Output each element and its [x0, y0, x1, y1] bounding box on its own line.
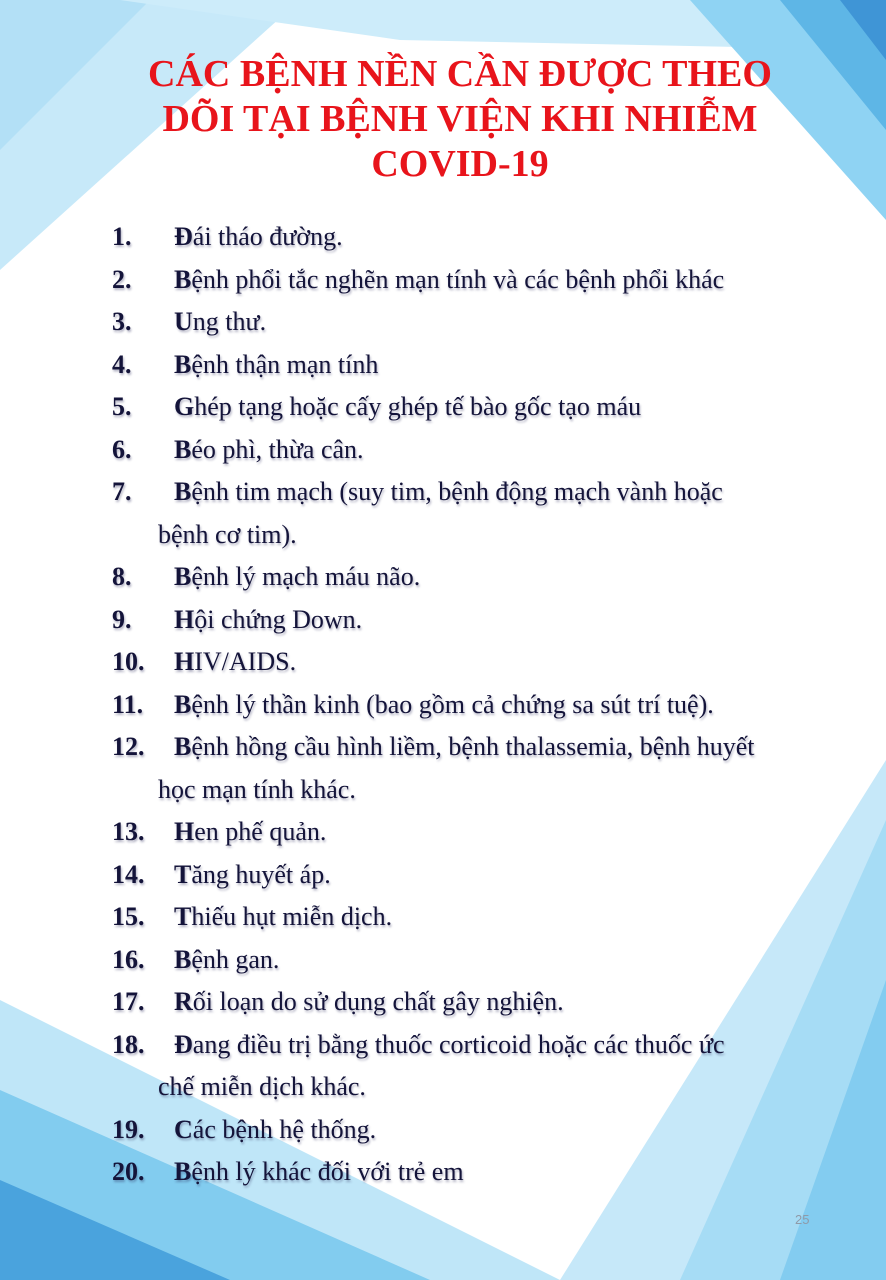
list-item-text: ệnh gan.: [191, 944, 280, 974]
list-item-number: 6.: [112, 434, 132, 464]
list-item-number: 10.: [112, 647, 145, 676]
list-item-line: [112, 860, 331, 889]
list-item-initial: T: [174, 902, 192, 931]
list-item: [112, 811, 852, 854]
list-item: [112, 301, 852, 344]
list-item: [112, 1109, 852, 1152]
list-item-number: 11.: [112, 689, 144, 719]
list-item-line: [112, 435, 364, 464]
list-item-number: 1.: [112, 222, 132, 251]
conditions-list: [112, 216, 852, 1194]
list-item-number: 14.: [112, 859, 145, 889]
list-item-text: IV/AIDS.: [194, 647, 297, 676]
list-item-initial: R: [174, 987, 193, 1016]
list-item-initial: Đ: [174, 1029, 193, 1059]
list-item-continuation: học mạn tính khác.: [158, 774, 356, 804]
list-item-number: 3.: [112, 307, 132, 336]
list-item-line: [112, 732, 755, 761]
list-item-text: ệnh phổi tắc nghẽn mạn tính và các bệnh phổi khác: [191, 264, 725, 294]
list-item-line: [112, 350, 378, 379]
list-item-initial: G: [174, 392, 195, 421]
list-item: [112, 386, 852, 429]
list-item-number: 16.: [112, 944, 145, 974]
list-item-initial: B: [174, 944, 192, 974]
list-item: [112, 1024, 852, 1109]
list-item-text: éo phì, thừa cân.: [191, 434, 364, 464]
list-item-number: 19.: [112, 1114, 145, 1144]
list-item-text: ái tháo đường.: [192, 222, 343, 251]
title-line-3: COVID-19: [371, 143, 549, 185]
list-item-number: 12.: [112, 732, 145, 761]
list-item-line: [112, 307, 266, 336]
list-item-text: hiếu hụt miễn dịch.: [191, 902, 393, 931]
list-item-line: [112, 392, 641, 421]
list-item-line: [112, 902, 392, 931]
list-item-line: [112, 690, 714, 719]
list-item-text: ối loạn do sử dụng chất gây nghiện.: [192, 987, 564, 1016]
list-item-number: 8.: [112, 562, 132, 591]
list-item: [112, 684, 852, 727]
list-item-number: 15.: [112, 902, 145, 931]
list-item-text: ệnh lý khác đối với trẻ em: [191, 1157, 464, 1186]
list-item-line: [112, 945, 279, 974]
list-item-line: [112, 477, 723, 506]
list-item: [112, 556, 852, 599]
list-item: [112, 896, 852, 939]
list-item-initial: B: [174, 264, 192, 294]
list-item: [112, 981, 852, 1024]
list-item-initial: Đ: [174, 222, 193, 251]
list-item-continuation: bệnh cơ tim).: [158, 519, 297, 549]
list-item-initial: B: [174, 732, 192, 761]
list-item-number: 5.: [112, 392, 132, 421]
list-item: [112, 216, 852, 259]
list-item-initial: H: [174, 647, 195, 676]
list-item-number: 7.: [112, 477, 132, 506]
list-item-line: [112, 265, 724, 294]
list-item-text: ệnh thận mạn tính: [191, 349, 379, 379]
list-item-text: ội chứng Down.: [194, 604, 363, 634]
list-item-text: ệnh lý thần kinh (bao gồm cả chứng sa sút trí tuệ).: [191, 689, 714, 719]
list-item-text: en phế quản.: [194, 817, 327, 846]
list-item-text: ăng huyết áp.: [191, 859, 331, 889]
list-item-initial: B: [174, 562, 192, 591]
list-item-initial: B: [174, 477, 192, 506]
list-item-initial: B: [174, 349, 192, 379]
list-item-line: [112, 1030, 725, 1059]
list-item: [112, 726, 852, 811]
list-item: [112, 641, 852, 684]
list-item-line: [112, 987, 564, 1016]
list-item-line: [112, 605, 362, 634]
list-item: [112, 429, 852, 472]
list-item-initial: B: [174, 434, 192, 464]
list-item: [112, 854, 852, 897]
list-item-text: ệnh tim mạch (suy tim, bệnh động mạch vành hoặc: [191, 477, 723, 506]
list-item: [112, 344, 852, 387]
list-item-text: ác bệnh hệ thống.: [192, 1114, 377, 1144]
list-item-text: ệnh hồng cầu hình liềm, bệnh thalassemia, bệnh huyết: [191, 732, 755, 761]
list-item-line: [112, 222, 343, 251]
list-item: [112, 599, 852, 642]
list-item-text: hép tạng hoặc cấy ghép tế bào gốc tạo máu: [194, 392, 642, 421]
list-item-number: 9.: [112, 604, 132, 634]
list-item-number: 17.: [112, 987, 145, 1016]
list-item-text: ệnh lý mạch máu não.: [191, 562, 421, 591]
list-item-initial: B: [174, 1157, 192, 1186]
list-item-initial: H: [174, 604, 195, 634]
list-item-text: ng thư.: [192, 307, 267, 336]
list-item-line: [112, 562, 420, 591]
list-item-number: 4.: [112, 349, 132, 379]
list-item: [112, 471, 852, 556]
list-item-continuation: chế miễn dịch khác.: [158, 1072, 366, 1101]
list-item-initial: C: [174, 1114, 193, 1144]
title-line-2: DÕI TẠI BỆNH VIỆN KHI NHIỄM: [162, 98, 758, 140]
list-item: [112, 1151, 852, 1194]
list-item-text: ang điều trị bằng thuốc corticoid hoặc các thuốc ức: [192, 1029, 725, 1059]
list-item-initial: B: [174, 689, 192, 719]
title-line-1: CÁC BỆNH NỀN CẦN ĐƯỢC THEO: [148, 53, 772, 95]
list-item-number: 18.: [112, 1029, 145, 1059]
list-item-line: [112, 1115, 376, 1144]
list-item-line: [112, 647, 296, 676]
list-item-initial: T: [174, 859, 192, 889]
list-item-initial: H: [174, 817, 195, 846]
page-title: [60, 52, 860, 187]
list-item-line: [112, 817, 326, 846]
list-item-initial: U: [174, 307, 193, 336]
list-item: [112, 939, 852, 982]
list-item: [112, 259, 852, 302]
list-item-number: 20.: [112, 1157, 145, 1186]
list-item-number: 2.: [112, 264, 132, 294]
list-item-line: [112, 1157, 464, 1186]
page-number: 25: [795, 1212, 810, 1227]
list-item-number: 13.: [112, 817, 145, 846]
